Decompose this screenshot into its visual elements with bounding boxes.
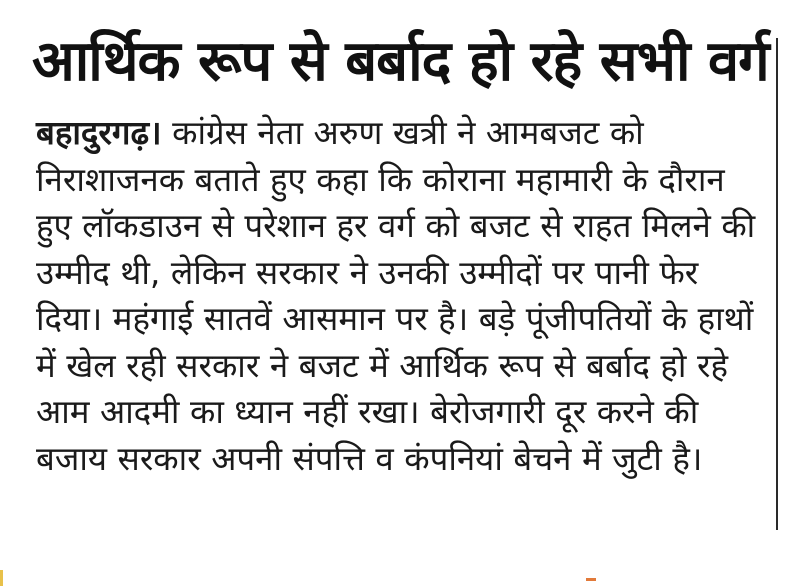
article-text: कांग्रेस नेता अरुण खत्री ने आमबजट को निराशाजनक बताते हुए कहा कि कोराना महामारी के दौरान हुए लॉकडाउन से परेशान हर वर्ग को बजट से राहत मिलने की उम्मीद थी, लेकिन सरकार ने उनकी उम्मीदों पर पानी फेर दिया। महंगाई सातवें आसमान पर है। बड़े पूंजीपतियों के हाथों में खेल रही सरकार ने बजट में आर्थिक रूप से बर्बाद हो रहे आम आदमी का ध्यान नहीं रखा। बेरोजगारी दूर करने की बजाय सरकार अपनी संपत्ति व कंपनियां बेचने में जुटी है। <box>36 113 756 478</box>
adjacent-clipping-edge <box>0 570 3 586</box>
headline: आर्थिक रूप से बर्बाद हो रहे सभी वर्ग <box>32 29 769 94</box>
news-article <box>22 14 769 574</box>
adjacent-clipping-edge <box>586 578 596 581</box>
article-body <box>22 110 764 482</box>
dateline: बहादुरगढ़। <box>36 113 162 152</box>
column-divider <box>776 38 778 530</box>
